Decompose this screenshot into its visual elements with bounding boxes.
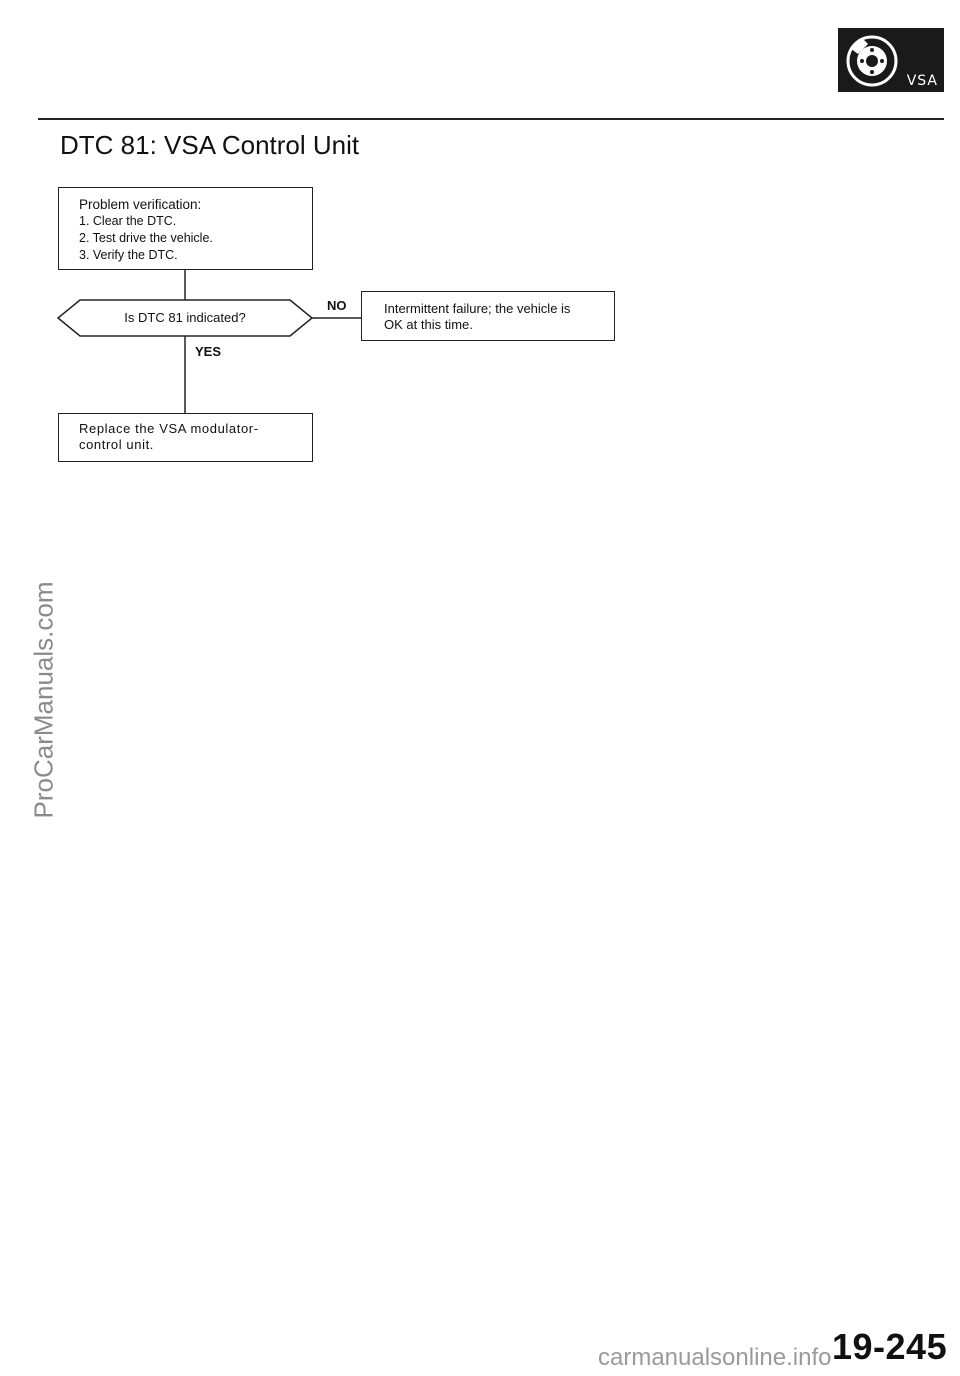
yes-result-line: Replace the VSA modulator-: [79, 421, 259, 436]
side-watermark: ProCarManuals.com: [28, 581, 59, 819]
problem-verification-box: [58, 187, 313, 270]
vsa-logo-text: VSA: [906, 73, 938, 89]
no-result-line: Intermittent failure; the vehicle is: [384, 301, 571, 316]
no-branch-label: NO: [327, 298, 347, 313]
yes-branch-label: YES: [195, 344, 222, 359]
decision-question: Is DTC 81 indicated?: [124, 310, 246, 325]
verification-steps: [79, 213, 302, 264]
no-result-line: OK at this time.: [384, 317, 473, 332]
bottom-watermark: carmanualsonline.info: [598, 1344, 832, 1371]
verification-step: 2. Test drive the vehicle.: [79, 231, 213, 245]
replace-unit-box: [58, 413, 313, 462]
page-title: DTC 81: VSA Control Unit: [60, 130, 360, 160]
verification-step: 1. Clear the DTC.: [79, 214, 177, 228]
yes-result-line: control unit.: [79, 437, 155, 452]
verification-heading: Problem verification:: [79, 197, 202, 212]
page-number: 19-245: [832, 1326, 948, 1367]
intermittent-failure-box: [361, 291, 615, 341]
verification-step: 3. Verify the DTC.: [79, 248, 178, 262]
